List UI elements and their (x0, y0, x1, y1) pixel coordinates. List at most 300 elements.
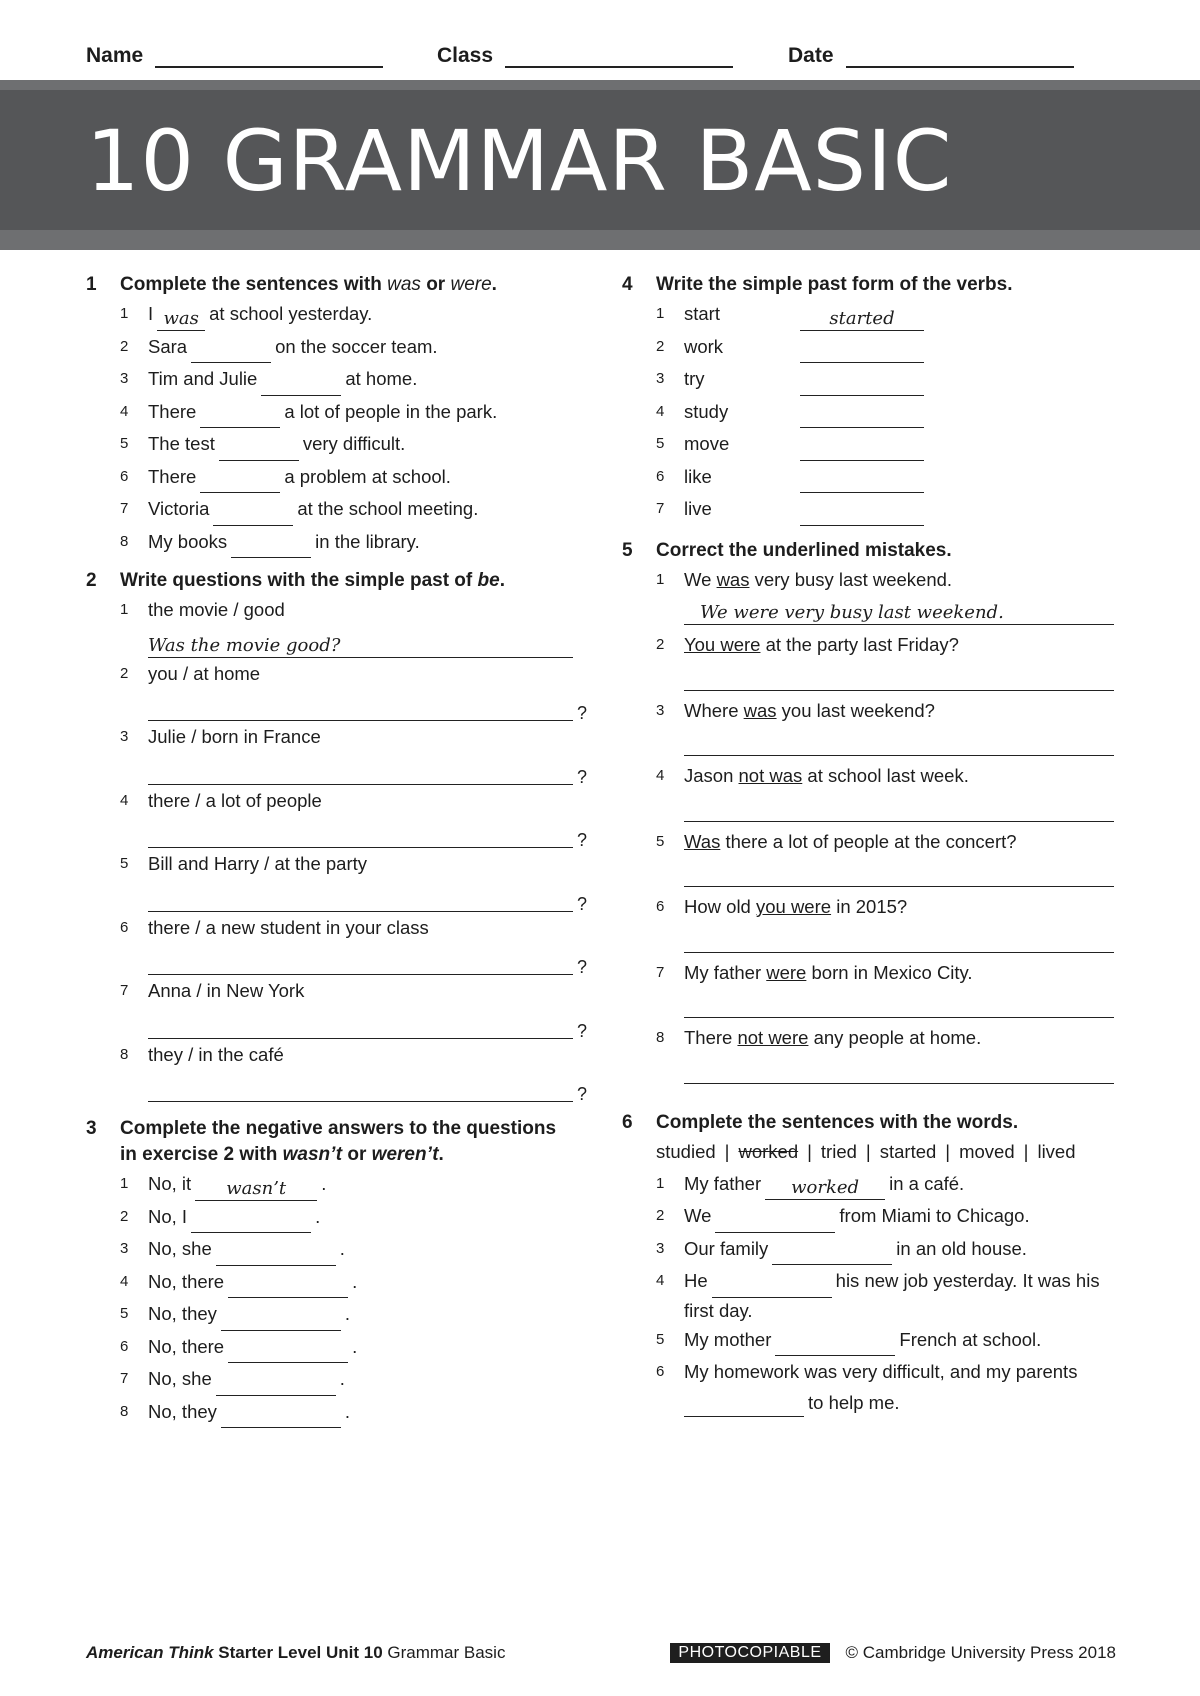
list-item (86, 721, 586, 754)
answer-blank[interactable] (228, 1275, 348, 1298)
sentence-end: any people at home. (808, 1027, 982, 1048)
answer-blank[interactable] (261, 373, 341, 396)
footer-rights (670, 1643, 1116, 1663)
sentence-start: Victoria (148, 498, 210, 519)
date-label: Date (788, 44, 834, 67)
question-prompt: there / a new student in your class (148, 916, 429, 938)
answer-blank[interactable] (228, 1340, 348, 1363)
underlined-mistake: was (716, 568, 750, 590)
answer-line[interactable] (148, 627, 573, 658)
list-item (86, 912, 586, 945)
item-text (684, 298, 928, 331)
answer-start: No, there (148, 1270, 225, 1292)
item-number: 8 (656, 1029, 665, 1046)
question-prompt: Bill and Harry / at the party (148, 853, 368, 874)
verb: move (684, 433, 730, 454)
period: . (339, 1238, 345, 1259)
sentence-end: his new job yesterday. It was his (835, 1270, 1100, 1291)
underlined-mistake: You were (684, 634, 761, 655)
item-text (684, 1200, 1030, 1233)
exercise-heading (86, 1116, 586, 1168)
list-item (86, 975, 586, 1008)
item-number: 3 (120, 728, 129, 745)
verb: try (684, 368, 705, 389)
answer-blank[interactable] (231, 535, 311, 558)
item-text (684, 1233, 1027, 1266)
sentence-start: My father (684, 1172, 762, 1194)
item-number: 1 (656, 305, 665, 322)
item-number: 2 (120, 664, 129, 682)
exercise-heading (622, 538, 1122, 564)
exercise-number: 5 (622, 539, 633, 561)
sentence-start: We (684, 568, 717, 590)
list-item (622, 461, 1122, 494)
sentence-end: French at school. (899, 1328, 1042, 1350)
list-item (622, 363, 1122, 396)
sentence-start: There (148, 400, 197, 422)
item-continuation (622, 1389, 1122, 1417)
underlined-mistake: was (743, 699, 777, 721)
question-prompt: Anna / in New York (148, 980, 305, 1001)
list-item (622, 1200, 1122, 1233)
sentence-end: in a café. (889, 1172, 965, 1194)
exercise-number: 3 (86, 1118, 97, 1139)
sentence-start: He (684, 1270, 708, 1291)
item-continuation: first day. (684, 1299, 753, 1321)
question-mark: ? (576, 957, 587, 977)
list-item (622, 1233, 1122, 1266)
answer-blank[interactable] (684, 1394, 804, 1417)
sentence-end: born in Mexico City. (806, 961, 973, 983)
question-mark: ? (576, 830, 587, 850)
answer-blank[interactable] (216, 1243, 336, 1266)
answer-line[interactable] (148, 690, 587, 723)
answer-blank[interactable] (800, 438, 924, 461)
item-text (684, 891, 907, 924)
list-item (86, 1201, 586, 1234)
list-item (622, 760, 1122, 793)
answer-line[interactable] (684, 596, 1114, 625)
item-text (684, 1324, 1041, 1357)
sentence-start: My mother (684, 1328, 772, 1350)
exercise-1 (86, 272, 586, 558)
exercise-3 (86, 1116, 586, 1428)
answer-blank[interactable] (715, 1210, 835, 1233)
list-item (86, 1331, 586, 1364)
item-text (148, 331, 438, 364)
item-number: 7 (656, 500, 665, 517)
word-box (622, 1136, 1122, 1168)
list-item (622, 396, 1122, 429)
answer-line[interactable] (684, 727, 1114, 756)
exercise-2 (86, 568, 586, 1102)
header-fields (86, 44, 1086, 76)
sentence-end: in 2015? (831, 896, 908, 917)
word-option: studied (656, 1140, 716, 1162)
item-text (684, 396, 928, 429)
period: . (352, 1270, 358, 1292)
verb: study (684, 400, 729, 422)
class-line[interactable] (505, 44, 733, 68)
item-text (148, 1233, 345, 1266)
answer-blank[interactable] (221, 1405, 341, 1428)
item-number: 8 (120, 1402, 129, 1420)
list-item (86, 461, 586, 494)
answer-blank[interactable] (200, 470, 280, 493)
item-number: 5 (120, 1305, 129, 1322)
item-text (684, 331, 928, 364)
sentence-start: Where (684, 699, 744, 721)
answer-start: No, they (148, 1303, 217, 1324)
item-number: 5 (120, 855, 129, 872)
answer-blank[interactable] (800, 373, 924, 396)
list-item (622, 1022, 1122, 1055)
item-text (684, 957, 973, 990)
exercise-number: 4 (622, 274, 633, 295)
sentence-start: There (148, 465, 197, 487)
period: . (344, 1303, 351, 1324)
item-number: 3 (656, 1239, 665, 1257)
exercise-heading (622, 272, 1122, 298)
list-item (622, 1168, 1122, 1201)
name-field (86, 44, 383, 68)
answer-blank[interactable] (712, 1275, 832, 1298)
answer-blank[interactable] (191, 1210, 311, 1233)
answer-line[interactable] (684, 989, 1114, 1018)
answer-blank[interactable] (800, 470, 924, 493)
sentence-start: Jason (684, 765, 739, 786)
list-item (86, 848, 586, 881)
sentence-start: My father (684, 961, 767, 983)
exercise-number: 6 (622, 1111, 633, 1133)
answer-start: No, she (148, 1238, 212, 1259)
underlined-mistake: not was (738, 765, 803, 786)
answer-line[interactable] (148, 944, 587, 977)
list-item (622, 1356, 1122, 1389)
answer-blank[interactable] (213, 503, 293, 526)
title-band (0, 80, 1200, 250)
item-number: 7 (120, 1370, 129, 1387)
list-item (622, 891, 1122, 924)
question-prompt: you / at home (148, 662, 261, 684)
item-text (684, 695, 935, 728)
list-item (622, 564, 1122, 597)
underlined-mistake: not were (737, 1027, 809, 1048)
question-mark: ? (576, 766, 587, 787)
sentence-start: My homework was very difficult, and my parents (684, 1361, 1078, 1382)
answer-blank[interactable] (221, 1308, 341, 1331)
exercise-6 (622, 1110, 1122, 1417)
word-option: lived (1037, 1140, 1076, 1162)
answer-line[interactable] (148, 881, 587, 914)
exercise-heading (86, 568, 586, 594)
list-item (622, 1265, 1122, 1298)
item-number: 5 (656, 1330, 665, 1348)
item-number: 6 (656, 1363, 665, 1380)
sentence-end: at home. (345, 368, 418, 389)
sentence-end: a problem at school. (284, 465, 451, 487)
sentence-start: My books (148, 530, 228, 552)
sentence-end: very busy last weekend. (749, 568, 953, 590)
item-number: 6 (120, 467, 129, 485)
item-text (148, 396, 497, 429)
sentence-start: The test (148, 433, 215, 454)
item-number: 3 (120, 370, 129, 387)
date-field (788, 44, 1074, 68)
item-number: 8 (120, 1045, 129, 1063)
list-item (86, 363, 586, 396)
list-item (86, 785, 586, 818)
photocopiable-badge: PHOTOCOPIABLE (670, 1643, 829, 1663)
item-number: 2 (120, 337, 129, 355)
item-number: 3 (656, 370, 665, 387)
question-prompt: there / a lot of people (148, 789, 322, 811)
list-item (86, 658, 586, 691)
question-prompt: they / in the café (148, 1043, 284, 1065)
answer-line[interactable] (148, 1008, 587, 1041)
answer-line[interactable] (684, 858, 1114, 887)
answer-start: No, there (148, 1335, 225, 1357)
list-item (622, 428, 1122, 461)
item-number: 1 (120, 305, 129, 322)
answer-blank[interactable] (772, 1242, 892, 1265)
item-text (148, 363, 417, 396)
exercise-instruction: Complete the sentences with the words. (656, 1111, 1019, 1133)
item-number: 7 (120, 982, 129, 999)
exercise-heading (86, 272, 586, 298)
list-item (622, 629, 1122, 662)
sentence-start: How old (684, 896, 756, 917)
exercise-instruction: Write the simple past form of the verbs. (656, 274, 1013, 295)
sentence-start: Our family (684, 1237, 769, 1259)
list-item (86, 428, 586, 461)
item-number: 4 (656, 402, 665, 420)
underlined-mistake: you were (755, 896, 832, 917)
footer-book-info: American Think Starter Level Unit 10 Grammar Basic (86, 1643, 506, 1662)
list-item (86, 1396, 586, 1429)
exercise-5 (622, 538, 1122, 1084)
list-item (622, 331, 1122, 364)
class-label: Class (437, 44, 494, 67)
sentence-end: there a lot of people at the concert? (720, 830, 1017, 852)
answer-line[interactable] (684, 1055, 1114, 1084)
item-text (148, 1331, 357, 1364)
answer-blank[interactable]: was (157, 308, 205, 331)
item-number: 4 (656, 1272, 665, 1289)
item-text (684, 428, 928, 461)
sentence-end: in the library. (315, 530, 420, 552)
answer-line[interactable] (684, 793, 1114, 822)
answer-blank[interactable] (800, 340, 924, 363)
item-text (148, 298, 372, 331)
question-prompt: the movie / good (148, 599, 285, 620)
list-item (86, 298, 586, 331)
item-number: 2 (656, 1207, 665, 1224)
sentence-end: from Miami to Chicago. (839, 1205, 1030, 1226)
answer-start: No, she (148, 1368, 212, 1389)
list-item (622, 695, 1122, 728)
list-item (622, 826, 1122, 859)
answer-line[interactable] (148, 817, 587, 850)
list-item (86, 1363, 586, 1396)
question-mark: ? (576, 1020, 587, 1041)
item-number: 7 (656, 963, 665, 981)
page-title: 10 GRAMMAR BASIC (86, 112, 953, 210)
item-text (684, 629, 959, 662)
answer-line[interactable] (684, 662, 1114, 691)
item-text (148, 461, 451, 494)
right-column (622, 272, 1122, 1427)
underlined-mistake: were (766, 961, 807, 983)
sentence-end: a lot of people in the park. (284, 400, 498, 422)
period: . (321, 1173, 327, 1194)
word-separator: | (865, 1140, 871, 1162)
list-item (86, 594, 586, 627)
item-number: 5 (656, 435, 665, 452)
list-item (86, 493, 586, 526)
item-text (684, 461, 928, 494)
answer-text: We were very busy last weekend. (700, 602, 1004, 623)
answer-blank[interactable] (219, 438, 299, 461)
list-item (86, 526, 586, 559)
list-item (86, 1233, 586, 1266)
verb: like (684, 465, 712, 487)
exercise-instruction: Write questions with the simple past of be. (120, 570, 505, 591)
exercise-number: 2 (86, 570, 97, 591)
list-item (86, 396, 586, 429)
word-separator: | (945, 1140, 951, 1162)
item-number: 2 (656, 337, 665, 355)
name-line[interactable] (155, 44, 383, 68)
sentence-start: Tim and Julie (148, 368, 258, 389)
period: . (339, 1368, 345, 1389)
answer-start: No, it (148, 1173, 192, 1194)
answer-line[interactable] (148, 754, 587, 787)
verb: work (684, 335, 724, 357)
word-separator: | (1023, 1140, 1029, 1162)
verb: live (684, 498, 712, 519)
exercise-4 (622, 272, 1122, 526)
item-text (148, 1266, 357, 1299)
sentence-end: you last weekend? (776, 699, 935, 721)
period: . (352, 1335, 358, 1357)
list-item (86, 331, 586, 364)
answer-start: No, I (148, 1205, 188, 1227)
answer-start: No, they (148, 1400, 217, 1422)
exercise-instruction: Complete the sentences with was or were. (120, 274, 497, 295)
answer-blank[interactable]: worked (765, 1177, 885, 1200)
word-option: started (879, 1140, 937, 1162)
answer-blank[interactable]: wasn’t (195, 1178, 317, 1201)
answer-text: Was the movie good? (148, 634, 341, 656)
item-text (684, 363, 928, 396)
left-column (86, 272, 586, 1438)
item-text (684, 1265, 1100, 1298)
answer-blank[interactable] (800, 405, 924, 428)
item-number: 2 (120, 1207, 129, 1225)
item-text (684, 1022, 981, 1055)
item-text (684, 1168, 964, 1201)
list-item (86, 1168, 586, 1201)
answer-blank[interactable] (775, 1333, 895, 1356)
class-field (437, 44, 733, 68)
sentence-end: at the party last Friday? (760, 634, 959, 655)
sentence-start: There (684, 1027, 738, 1048)
item-number: 4 (120, 402, 129, 420)
exercise-instruction: Complete the negative answers to the questions in exercise 2 with wasn’t or weren’t. (120, 1118, 557, 1165)
item-number: 8 (120, 532, 129, 550)
item-number: 2 (656, 636, 665, 653)
item-number: 4 (656, 767, 665, 784)
exercise-instruction: Correct the underlined mistakes. (656, 539, 952, 561)
item-number: 6 (120, 918, 129, 936)
name-label: Name (86, 44, 144, 67)
answer-blank[interactable]: started (800, 308, 924, 331)
item-number: 5 (656, 832, 665, 850)
list-item (86, 1298, 586, 1331)
item-text (684, 564, 952, 597)
list-item (622, 1324, 1122, 1357)
list-item (86, 1039, 586, 1072)
item-number: 1 (120, 601, 129, 618)
sentence-end: at the school meeting. (297, 498, 479, 519)
sentence-end: at school yesterday. (209, 303, 373, 324)
item-text (148, 526, 420, 559)
title-band-inner (0, 90, 1200, 230)
list-item (86, 1266, 586, 1299)
exercise-heading (622, 1110, 1122, 1136)
answer-line[interactable] (148, 1071, 587, 1104)
underlined-mistake: Was (684, 830, 721, 852)
question-mark: ? (576, 703, 587, 723)
question-mark: ? (576, 893, 587, 914)
question-prompt: Julie / born in France (148, 726, 321, 747)
answer-blank[interactable] (200, 405, 280, 428)
sentence-end: at school last week. (802, 765, 969, 786)
item-number: 4 (120, 791, 129, 809)
item-number: 6 (120, 1337, 129, 1355)
sentence-end: very difficult. (302, 433, 406, 454)
list-item (622, 493, 1122, 526)
date-line[interactable] (846, 44, 1074, 68)
item-number: 6 (656, 467, 665, 485)
item-number: 5 (120, 435, 129, 452)
verb: start (684, 303, 720, 324)
period: . (344, 1400, 351, 1422)
answer-blank[interactable] (191, 340, 271, 363)
item-number: 1 (656, 1174, 665, 1192)
item-text (684, 493, 928, 526)
answer-line[interactable] (684, 924, 1114, 953)
sentence-end: on the soccer team. (275, 335, 438, 357)
sentence-end: to help me. (808, 1391, 900, 1413)
item-number: 4 (120, 1272, 129, 1290)
word-option: moved (959, 1140, 1015, 1162)
exercise-number: 1 (86, 274, 97, 295)
answer-blank[interactable] (216, 1373, 336, 1396)
item-number: 6 (656, 898, 665, 915)
sentence-start: We (684, 1205, 712, 1226)
item-text (148, 493, 478, 526)
item-number: 1 (120, 1175, 129, 1192)
item-text (148, 1201, 320, 1234)
question-mark: ? (576, 1084, 587, 1104)
sentence-start: I (148, 303, 154, 324)
item-number: 3 (656, 701, 665, 719)
item-text (684, 826, 1017, 859)
answer-blank[interactable] (800, 503, 924, 526)
item-text (148, 1168, 326, 1201)
